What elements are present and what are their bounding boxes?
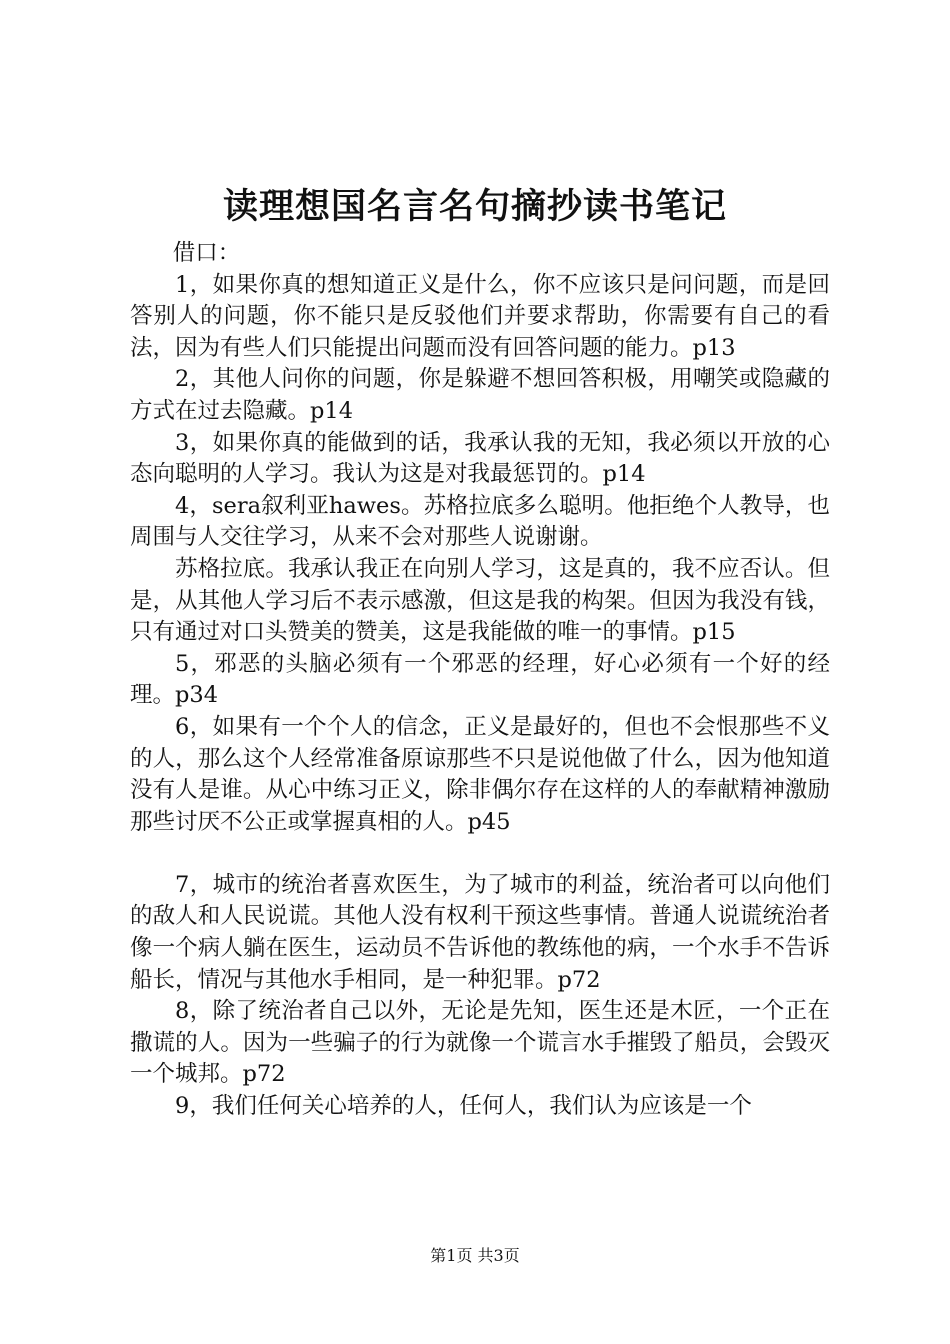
page-footer: 第1页 共3页 (430, 1246, 520, 1265)
paragraph-socrates: 苏格拉底。我承认我正在向别人学习，这是真的，我不应否认。但是，从其他人学习后不表示感激，但这是我的构架。但因为我没有钱，只有通过对口头赞美的赞美，这是我能做的唯一的事情。p15 (130, 555, 830, 646)
paragraph-4: 4，sera叙利亚hawes。苏格拉底多么聪明。他拒绝个人教导，也周围与人交往学习，从来不会对那些人说谢谢。 (130, 492, 830, 551)
document-title: 读理想国名言名句摘抄读书笔记 (222, 186, 727, 227)
paragraph-6: 6，如果有一个个人的信念，正义是最好的，但也不会恨那些不义的人，那么这个人经常准备原谅那些不只是说他做了什么，因为他知道没有人是谁。从心中练习正义，除非偶尔存在这样的人的奉献精神激励那些讨厌不公正或掌握真相的人。p45 (130, 713, 830, 835)
paragraph-7: 7，城市的统治者喜欢医生，为了城市的利益，统治者可以向他们的敌人和人民说谎。其他人没有权利干预这些事情。普通人说谎统治者像一个病人躺在医生，运动员不告诉他的教练他的病，一个水手不告诉船长，情况与其他水手相同，是一种犯罪。p72 (130, 871, 830, 993)
document-body (130, 238, 830, 1123)
paragraph-8: 8，除了统治者自己以外，无论是先知，医生还是木匠，一个正在撒谎的人。因为一些骗子的行为就像一个谎言水手摧毁了船员，会毁灭一个城邦。p72 (130, 998, 830, 1088)
paragraph-2: 2，其他人问你的问题，你是躲避不想回答积极，用嘲笑或隐藏的方式在过去隐藏。p14 (130, 366, 830, 424)
section-label: 借口： (172, 240, 241, 266)
paragraph-9: 9，我们任何关心培养的人，任何人，我们认为应该是一个 (175, 1093, 752, 1120)
paragraph-spacer (130, 838, 830, 870)
paragraph-3: 3，如果你真的能做到的话，我承认我的无知，我必须以开放的心态向聪明的人学习。我认为这是对我最惩罚的。p14 (130, 429, 830, 488)
paragraph-5: 5，邪恶的头脑必须有一个邪恶的经理，好心必须有一个好的经理。p34 (130, 650, 830, 709)
paragraph-1: 1，如果你真的想知道正义是什么，你不应该只是问问题，而是回答别人的问题，你不能只是反驳他们并要求帮助，你需要有自己的看法，因为有些人们只能提出问题而没有回答问题的能力。p13 (130, 271, 830, 361)
